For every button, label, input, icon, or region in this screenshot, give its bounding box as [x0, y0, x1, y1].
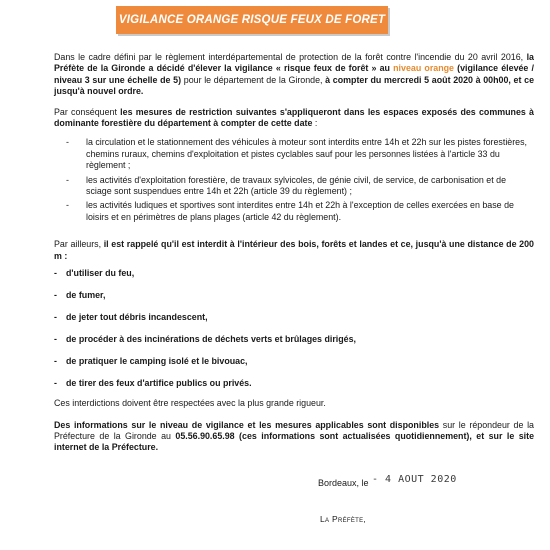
- info-paragraph: [54, 420, 534, 454]
- reminder-bold: il est rappelé qu'il est interdit à l'intérieur des bois, forêts et landes et ce, jusqu'à une distance de 200 m :: [54, 239, 534, 261]
- dash-marker: -: [54, 290, 57, 301]
- list-item: [54, 312, 534, 323]
- list-item: [66, 200, 534, 223]
- document-body: [54, 52, 534, 454]
- list-item-text: de procéder à des incinérations de déchets verts et brûlages dirigés,: [66, 334, 357, 345]
- list-item-text: de tirer des feux d'artifice publics ou privés.: [66, 378, 252, 389]
- restrictions-list: [66, 137, 534, 223]
- respect-paragraph: Ces interdictions doivent être respectées avec la plus grande rigueur.: [54, 398, 326, 409]
- banner-title: VIGILANCE ORANGE RISQUE FEUX DE FORET: [118, 14, 386, 26]
- dash-marker: -: [54, 378, 57, 389]
- intro-paragraph: [54, 52, 534, 98]
- intro-text-2: pour le département de la Gironde,: [181, 74, 326, 85]
- restrictions-paragraph: [54, 107, 534, 130]
- interdictions-list: [54, 268, 534, 389]
- reminder-text-1: Par ailleurs,: [54, 239, 104, 250]
- intro-orange-level: niveau orange: [393, 63, 454, 74]
- list-item: [66, 175, 534, 198]
- reminder-paragraph: [54, 239, 534, 262]
- dash-marker: -: [54, 268, 57, 279]
- info-text-1: sur le répondeur de la Préfecture de la Gironde au: [54, 419, 534, 441]
- intro-bold-3: à compter du mercredi 5 août 2020 à 00h00, et ce jusqu'à nouvel ordre.: [54, 74, 535, 97]
- bullet-marker: -: [66, 200, 69, 211]
- restrictions-bold: les mesures de restriction suivantes s'appliqueront dans les espaces exposés des communes à dominante forestière du département à compter de cette date: [54, 106, 534, 129]
- bullet-marker: -: [66, 137, 69, 148]
- list-item: [54, 268, 534, 279]
- signature-role: La Préfète,: [320, 514, 367, 524]
- intro-text-1: Dans le cadre défini par le règlement interdépartemental de protection de la forêt contre l'incendie du 20 avril 2016,: [54, 52, 527, 62]
- list-item: [54, 334, 534, 345]
- list-item-text: de jeter tout débris incandescent,: [66, 312, 208, 323]
- intro-bold-2: (vigilance élevée / niveau 3 sur une échelle de 5): [54, 63, 534, 85]
- dash-marker: -: [54, 334, 57, 345]
- list-item-text: d'utiliser du feu,: [66, 268, 135, 279]
- list-item: [54, 356, 534, 367]
- list-item: [66, 137, 534, 171]
- list-item-text: la circulation et le stationnement des véhicules à moteur sont interdits entre 14h et 22h sur les pistes forestières, chemins ruraux, chemins d'exploitation et pistes cyclables sauf pour les personnes listées à l'article 33 du règlement ;: [86, 137, 528, 171]
- list-item: [54, 378, 534, 389]
- list-item-text: de fumer,: [66, 290, 106, 301]
- restrictions-text-1: Par conséquent: [54, 106, 121, 117]
- dash-marker: -: [54, 312, 57, 323]
- dash-marker: -: [54, 356, 57, 367]
- bullet-marker: -: [66, 174, 69, 185]
- restrictions-text-2: :: [312, 118, 318, 129]
- list-item-text: de pratiquer le camping isolé et le bivouac,: [66, 356, 248, 367]
- list-item: [54, 290, 534, 301]
- list-item-text: les activités ludiques et sportives sont interdites entre 14h et 22h à l'exception de celles exercées en base de loisirs et en périmètres de plans plages (article 42 du règlement).: [86, 200, 514, 222]
- date-stamp: - 4 AOUT 2020: [372, 474, 457, 485]
- intro-bold-1: la Préfète de la Gironde a décidé d'élever la vigilance « risque feux de forêt » au: [54, 52, 534, 74]
- info-bold-1: Des informations sur le niveau de vigilance et les mesures applicables sont disponibles: [54, 419, 440, 430]
- signature-place: Bordeaux, le: [318, 478, 369, 488]
- vigilance-banner: [116, 6, 388, 34]
- list-item-text: les activités d'exploitation forestière, de travaux sylvicoles, de génie civil, de service, de carbonisation et de sciage sont suspendues entre 14h et 22h (article 39 du règlement) ;: [86, 174, 507, 197]
- info-bold-2: 05.56.90.65.98 (ces informations sont actualisées quotidiennement), et sur le site internet de la Préfecture.: [54, 430, 535, 453]
